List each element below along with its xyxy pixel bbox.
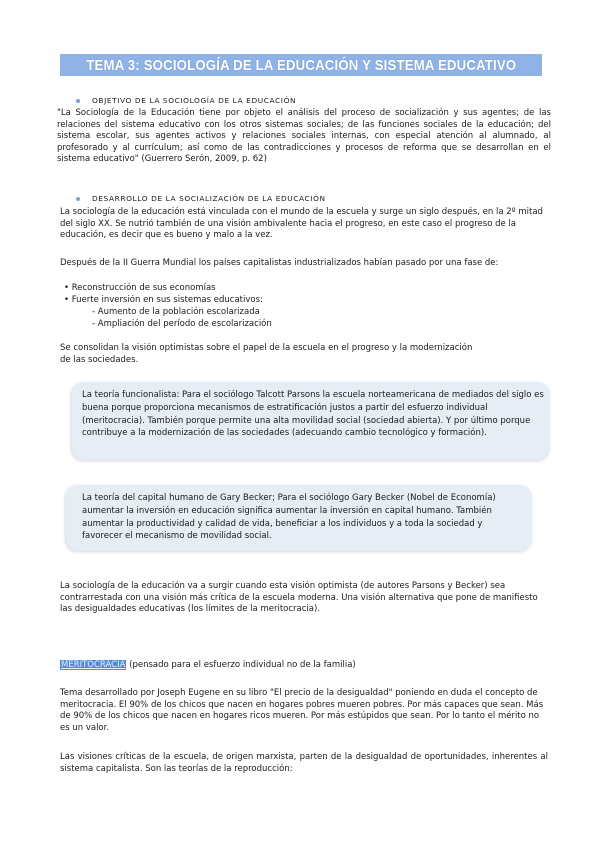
bullet-dot-icon	[76, 99, 80, 103]
meritocracia-paragraph: Tema desarrollado por Joseph Eugene en su libro "El precio de la desigualdad" poniendo en duda el concepto de meritocracia. El 90% de los chicos que nacen en hogares pobres mueren pobres. Por más capaces que sean. Más de 90% de los chicos que nacen en hogares ricos mueren. Por más estúpidos que sean. Por lo tanto el mérito no es un valor.	[60, 688, 544, 733]
title-banner	[60, 54, 542, 76]
sublist-item: - Ampliación del período de escolarización	[92, 319, 272, 329]
closing-paragraph: Las visiones críticas de la escuela, de origen marxista, parten de la desigualdad de oportunidades, inherentes al sistema capitalista. Son las teorías de la reproducción:	[60, 752, 548, 774]
list-item: • Fuerte inversión en sus sistemas educativos:	[64, 295, 263, 305]
intro-paragraph: La sociología de la educación está vinculada con el mundo de la escuela y surge un siglo después, en la 2º mitad del siglo XX. Se nutrió también de una visión ambivalente hacia el progreso, en este caso el progreso de la educación, es decir que es bueno y malo a la vez.	[60, 207, 543, 241]
critical-paragraph: La sociología de la educación va a surgir cuando esta visión optimista (de autores Parsons y Becker) sea contrarrestada con una visión más crítica de la escuela moderna. Una visión alternativa que pone de manifiesto las desigualdades educativas (los límites de la meritocracia).	[60, 581, 538, 615]
postwar-list	[64, 282, 272, 330]
section-heading-desarrollo	[76, 194, 326, 203]
sublist-item: - Aumento de la población escolarizada	[92, 307, 260, 317]
optimism-paragraph: Se consolidan la visión optimistas sobre el papel de la escuela en el progreso y la modernización de las sociedades.	[60, 343, 473, 365]
section-heading-objetivo	[76, 96, 296, 105]
meritocracia-note: (pensado para el esfuerzo individual no de la familia)	[126, 660, 356, 670]
callout-capital-humano-text: La teoría del capital humano de Gary Becker; Para el sociólogo Gary Becker (Nobel de Economía) aumentar la inversión en educación significa aumentar la inversión en capital humano. También aumentar la productividad y calidad de vida, beneficiar a los individuos y a toda la sociedad y favorecer el mecanismo de movilidad social.	[82, 493, 496, 542]
meritocracia-term: MERITOCRACIA	[61, 660, 126, 670]
section-heading-label: DESARROLLO DE LA SOCIALIZACIÓN DE LA EDUCACIÓN	[92, 194, 326, 203]
section-heading-label: OBJETIVO DE LA SOCIOLOGÍA DE LA EDUCACIÓN	[92, 96, 297, 105]
callout-funcionalista-text: La teoría funcionalista: Para el sociólogo Talcott Parsons la escuela norteamericana de mediados del siglo es buena porque proporciona mecanismos de estratificación justos a partir del esfuerzo individual (meritocracia). También porque permite una alta movilidad social (sociedad abierta). Y por último porque contribuye a la modernización de las sociedades (adecuando cambio tecnológico y formación).	[82, 390, 544, 439]
page-title: TEMA 3: SOCIOLOGÍA DE LA EDUCACIÓN Y SISTEMA EDUCATIVO	[86, 56, 516, 74]
bullet-dot-icon	[76, 197, 80, 201]
meritocracia-heading	[60, 660, 554, 672]
postwar-paragraph: Después de la II Guerra Mundial los países capitalistas industrializados habían pasado por una fase de:	[60, 258, 499, 268]
list-item: • Reconstrucción de sus economías	[64, 283, 216, 293]
definition-quote: "La Sociología de la Educación tiene por objeto el análisis del proceso de socialización y sus agentes; de las relaciones del sistema educativo con los otros sistemas sociales; de las funciones sociales de la educación; del sistema escolar, sus agentes activos y relaciones sociales internas, con especial atención al alumnado, al profesorado y al currículum; así como de las contradicciones y procesos de reforma que se desarrollan en el sistema educativo" (Guerrero Serón, 2009, p. 62)	[57, 108, 551, 165]
